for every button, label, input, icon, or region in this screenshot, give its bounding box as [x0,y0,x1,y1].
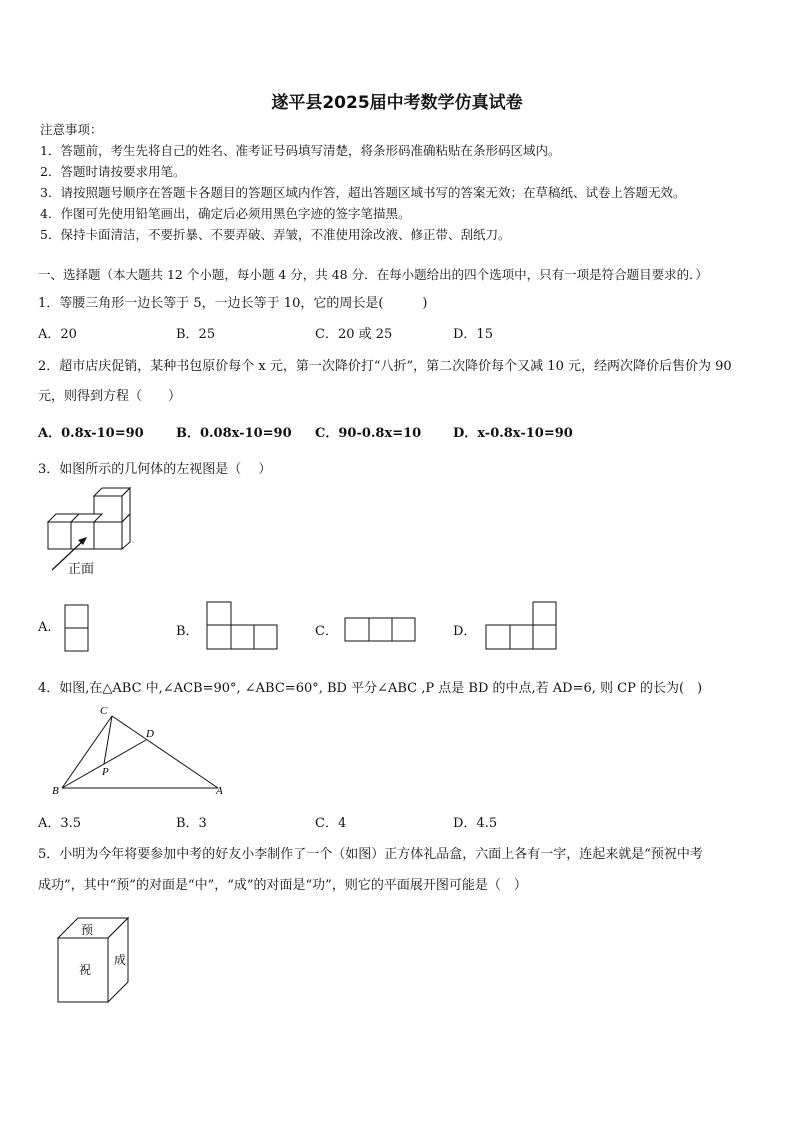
notice-item-3: 3．请按照题号顺序在答题卡各题目的答题区域内作答，超出答题区域书写的答案无效；在草稿纸、试卷上答题无效。 [40,185,686,200]
question-5-stem-line1: 5．小明为今年将要参加中考的好友小李制作了一个（如图）正方体礼品盒，六面上各有一字，连起来就是“预祝中考 [38,847,703,862]
q2-option-b[interactable]: B．0.08x-10=90 [176,426,292,441]
q1-option-c[interactable]: C．20 或 25 [315,327,393,342]
point-a-label: A [216,785,223,797]
notice-item-5: 5．保持卡面清洁，不要折暴、不要弄破、弄皱，不准使用涂改液、修正带、刮纸刀。 [40,227,511,242]
cube-face-front: 祝 [78,963,92,977]
question-1-stem: 1．等腰三角形一边长等于 5，一边长等于 10，它的周长是( ) [38,296,428,311]
notice-item-4: 4．作图可先使用铅笔画出，确定后必须用黑色字迹的签字笔描黑。 [40,206,411,221]
q5-cube-figure [52,912,136,1006]
q1-option-b[interactable]: B．25 [176,327,216,342]
question-4-stem: 4．如图,在△ABC 中,∠ACB=90°, ∠ABC=60°, BD 平分∠ABC ,P 点是 BD 的中点,若 AD=6, 则 CP 的长为( ) [38,681,703,696]
q3-front-label: 正面 [68,562,95,577]
q1-option-a[interactable]: A．20 [38,327,77,342]
point-p-label: P [102,766,109,778]
q3-option-a-view [64,604,90,652]
q3-option-d-view [485,601,559,651]
question-2-stem-line2: 元，则得到方程（ ） [38,389,182,404]
q4-triangle-figure [50,700,230,800]
section-heading: 一、选择题（本大题共 12 个小题，每小题 4 分，共 48 分．在每小题给出的四个选项中，只有一项是符合题目要求的．） [38,267,708,282]
point-b-label: B [52,785,59,797]
q3-option-d[interactable]: D． [453,624,477,639]
cube-face-right: 成 [113,953,127,967]
notice-item-2: 2．答题时请按要求用笔。 [40,164,186,179]
q3-option-a[interactable]: A. [38,620,52,635]
q3-option-b[interactable]: B． [176,624,199,639]
q3-option-c-view [344,617,418,643]
q2-option-d[interactable]: D．x-0.8x-10=90 [453,426,573,441]
question-2-stem-line1: 2．超市店庆促销，某种书包原价每个 x 元，第一次降价打“八折”，第二次降价每个又减 10 元，经两次降价后售价为 90 [38,359,732,374]
q2-option-a[interactable]: A．0.8x-10=90 [38,426,144,441]
notice-item-1: 1．答题前，考生先将自己的姓名、准考证号码填写清楚，将条形码准确粘贴在条形码区域内。 [40,143,561,158]
q3-option-b-view [206,601,280,651]
notice-heading: 注意事项： [40,122,103,137]
point-c-label: C [100,705,108,717]
question-5-stem-line2: 成功”，其中“预”的对面是“中”，“成”的对面是“功”，则它的平面展开图可能是（ ） [38,878,527,893]
q2-option-c[interactable]: C．90-0.8x=10 [315,426,422,441]
q4-option-c[interactable]: C．4 [315,816,347,831]
q4-option-a[interactable]: A．3.5 [38,816,82,831]
q1-option-d[interactable]: D．15 [453,327,493,342]
cube-face-top: 预 [80,923,94,937]
q3-option-c[interactable]: C． [315,624,338,639]
exam-title: 遂平县2025届中考数学仿真试卷 [271,93,523,113]
q4-option-d[interactable]: D．4.5 [453,816,498,831]
q4-option-b[interactable]: B．3 [176,816,207,831]
point-d-label: D [146,728,154,740]
question-3-stem: 3．如图所示的几何体的左视图是（ ） [38,462,272,477]
